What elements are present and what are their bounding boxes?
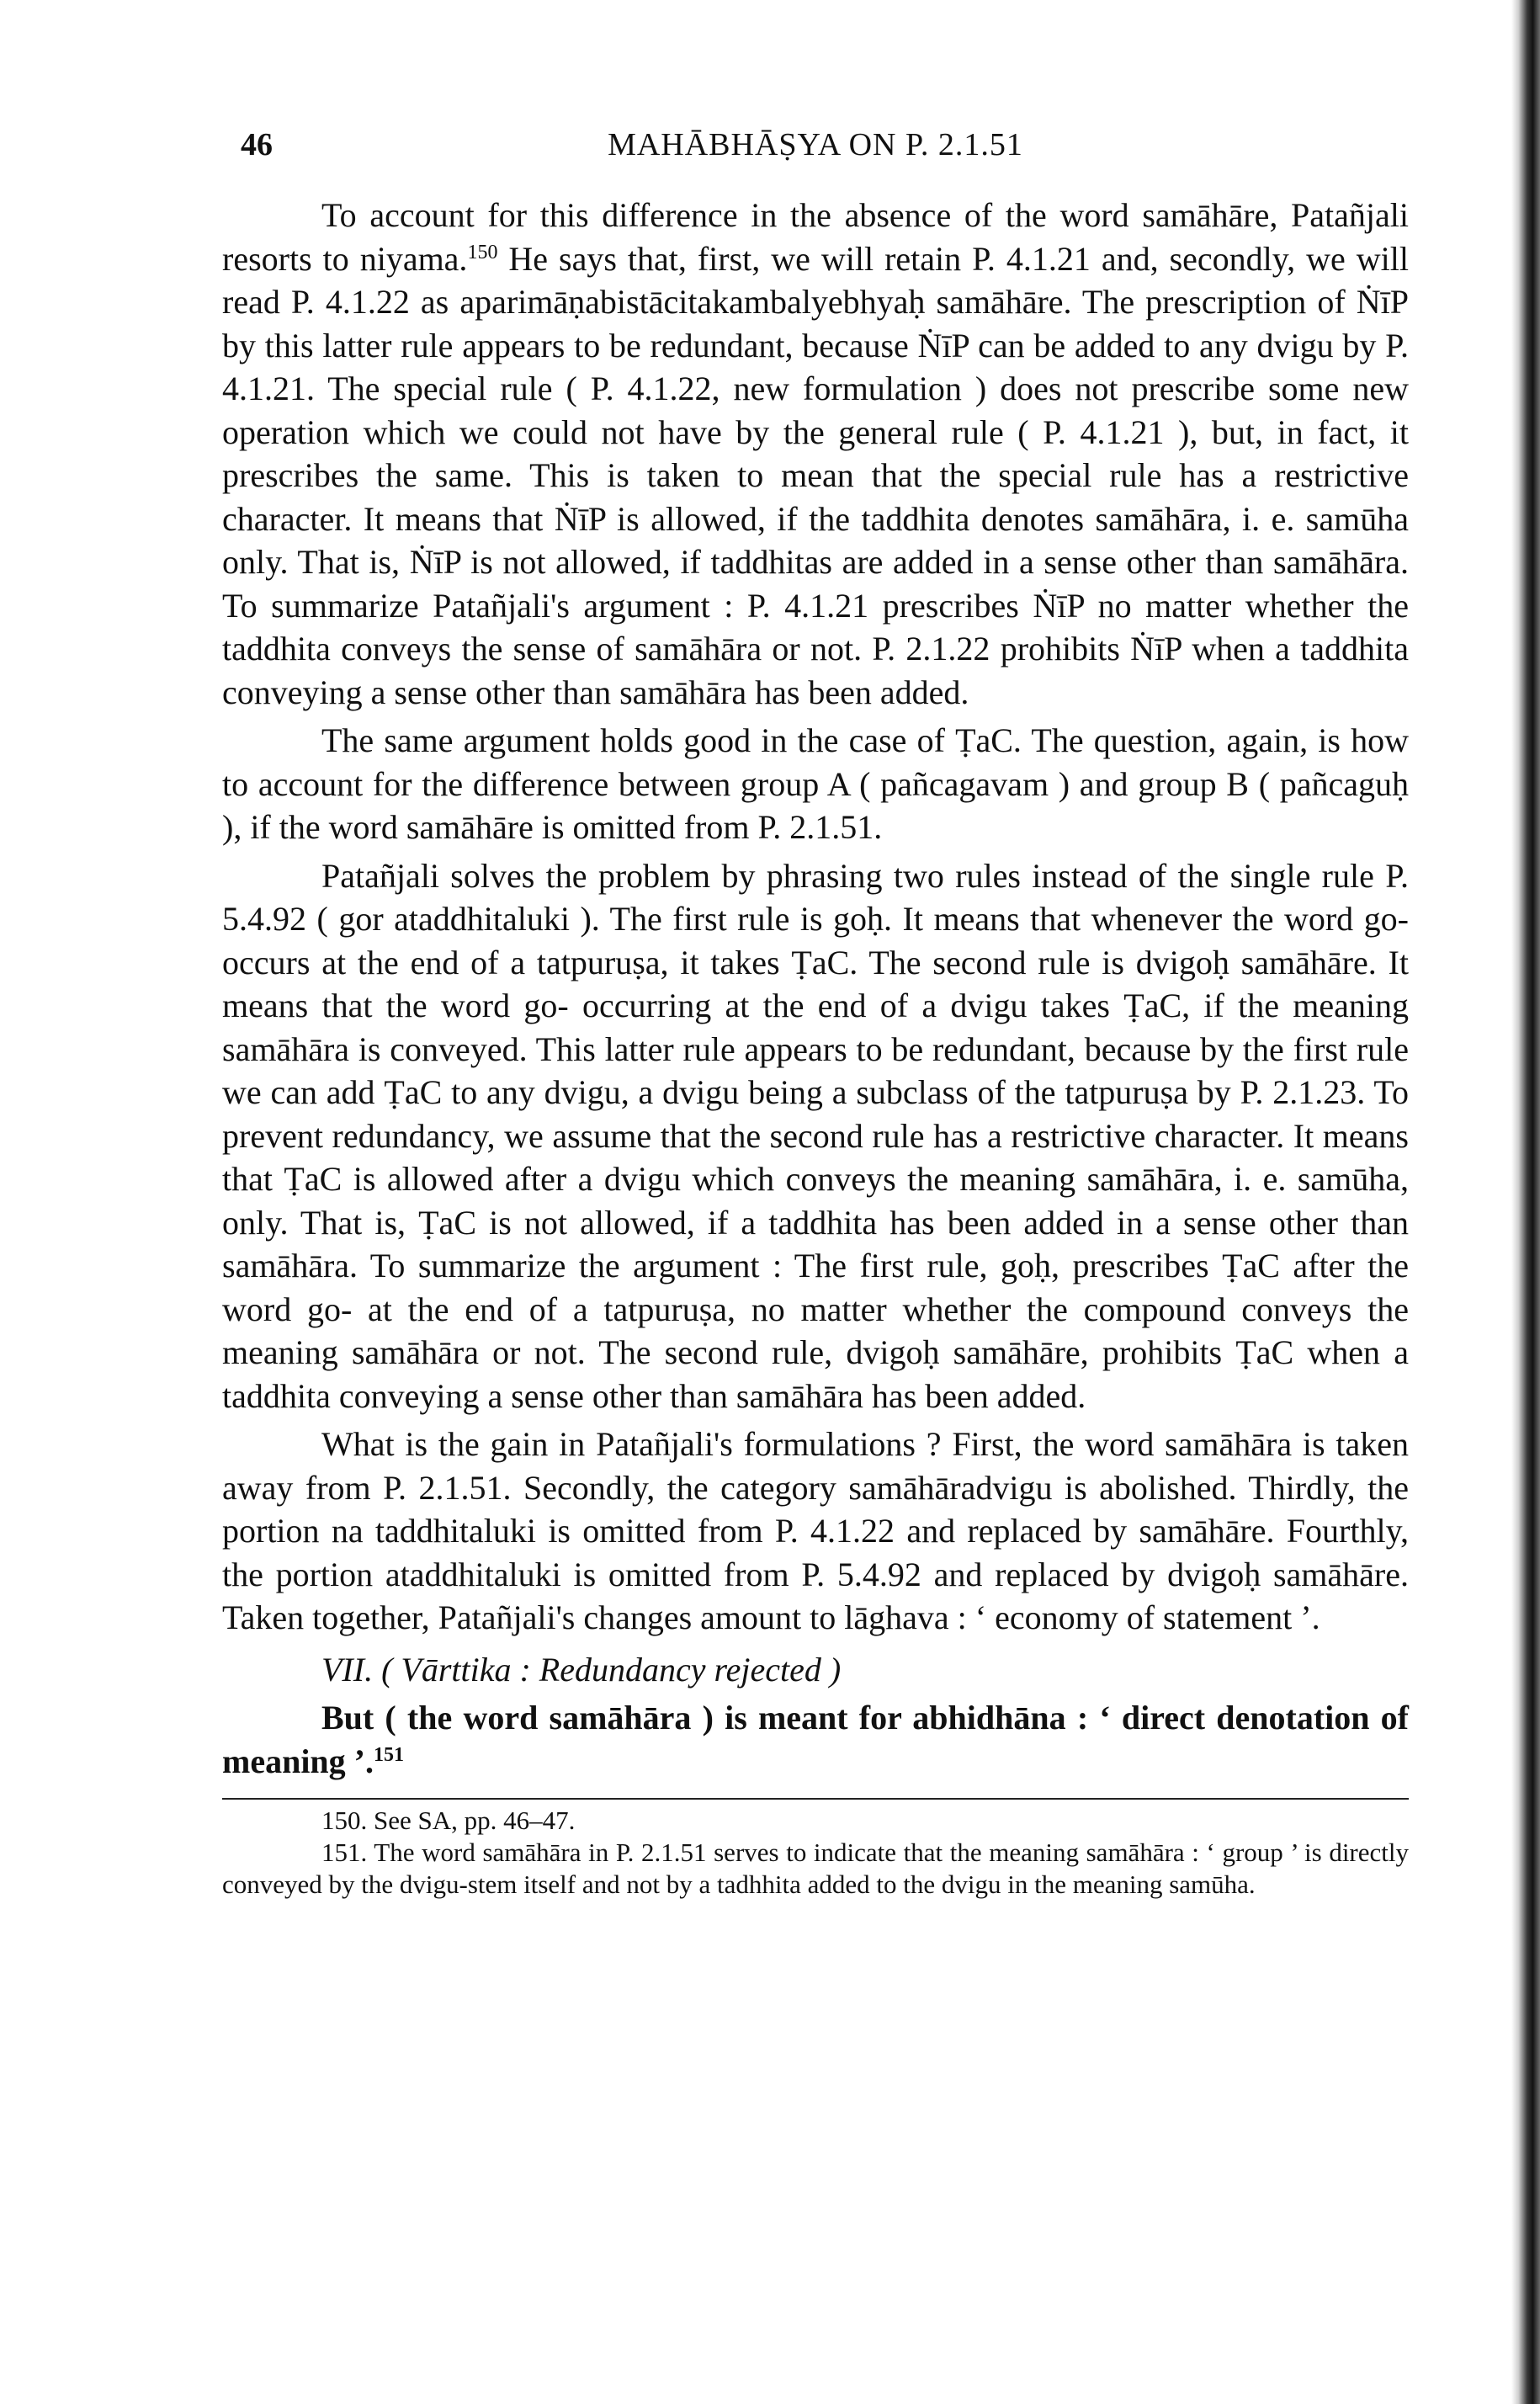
- footnote-151: 151. The word samāhāra in P. 2.1.51 serves to indicate that the meaning samāhāra : ‘ group ’ is directly conveyed by the dvigu-stem itself and not by a tadhhita added to the dvigu in the meaning samūha.: [222, 1838, 1409, 1899]
- footnote-divider: [222, 1798, 1409, 1800]
- running-head: MAHĀBHĀṢYA ON P. 2.1.51: [608, 127, 1023, 162]
- footnote-150: 150. See SA, pp. 46–47.: [321, 1806, 576, 1835]
- page-header: [222, 126, 1409, 185]
- paragraph-4: What is the gain in Patañjali's formulations ? First, the word samāhāra is taken away from P. 2.1.51. Secondly, the category samāhāradvigu is abolished. Thirdly, the portion na taddhitaluki is omitted from P. 4.1.22 and replaced by samāhāre. Fourthly, the portion ataddhitaluki is omitted from P. 5.4.92 and replaced by dvigoḥ samāhāre. Taken together, Patañjali's changes amount to lāghava : ‘ economy of statement ’.: [222, 1425, 1409, 1636]
- page-number: 46: [241, 127, 273, 162]
- book-binding-edge: [1511, 0, 1540, 2404]
- paragraph-2: The same argument holds good in the case of ṬaC. The question, again, is how to account for the difference between group A ( pañcagavam ) and group B ( pañcaguḥ ), if the word samāhāre is omitted from P. 2.1.51.: [222, 721, 1409, 846]
- page-body: [222, 194, 1409, 1783]
- paragraph-3: Patañjali solves the problem by phrasing two rules instead of the single rule P. 5.4.92 ( gor ataddhitaluki ). The first rule is goḥ. It means that whenever the word go- occurs at the end of a tatpuruṣa, it takes ṬaC. The second rule is dvigoḥ samāhāre. It means that the word go- occurring at the end of a dvigu takes ṬaC, if the meaning samāhāra is conveyed. This latter rule appears to be redundant, because by the first rule we can add ṬaC to any dvigu, a dvigu being a subclass of the tatpuruṣa by P. 2.1.23. To prevent redundancy, we assume that the second rule has a restrictive character. It means that ṬaC is allowed after a dvigu which conveys the meaning samāhāra, i. e. samūha, only. That is, ṬaC is not allowed, if a taddhita has been added in a sense other than samāhāra. To summarize the argument : The first rule, goḥ, prescribes ṬaC after the word go- at the end of a tatpuruṣa, no matter whether the compound conveys the meaning samāhāra or not. The second rule, dvigoḥ samāhāre, prohibits ṬaC when a taddhita conveying a sense other than samāhāra has been added.: [222, 856, 1409, 1415]
- footnote-ref-150[interactable]: 150: [467, 241, 498, 263]
- varttika-heading: VII. ( Vārttika : Redundancy rejected ): [321, 1650, 842, 1689]
- footnote-ref-151[interactable]: 151: [374, 1743, 404, 1766]
- book-page: [222, 126, 1409, 1901]
- paragraph-1: To account for this difference in the absence of the word samāhāre, Patañjali resorts to niyama.$^{150}$ He says that, first, we will retain P. 4.1.21 and, secondly, we will read P. 4.1.22 as aparimāṇabistācitakambalyebhyaḥ samāhāre. The prescription of ṄīP by this latter rule appears to be redundant, because ṄīP can be added to any dvigu by P. 4.1.21. The special rule ( P. 4.1.22, new formulation ) does not prescribe some new operation which we could not have by the general rule ( P. 4.1.21 ), but, in fact, it prescribes the same. This is taken to mean that the special rule has a restrictive character. It means that ṄīP is allowed, if the taddhita denotes samāhāra, i. e. samūha only. That is, ṄīP is not allowed, if taddhitas are added in a sense other than samāhāra. To summarize Patañjali's argument : P. 4.1.21 prescribes ṄīP no matter whether the taddhita conveys the sense of samāhāra or not. P. 2.1.22 prohibits ṄīP when a taddhita conveying a sense other than samāhāra has been added.: [222, 196, 1409, 711]
- footnotes: [222, 1805, 1409, 1901]
- varttika-text: But ( the word samāhāra ) is meant for abhidhāna : ‘ direct denotation of meaning ’.$^{151}$: [222, 1699, 1409, 1780]
